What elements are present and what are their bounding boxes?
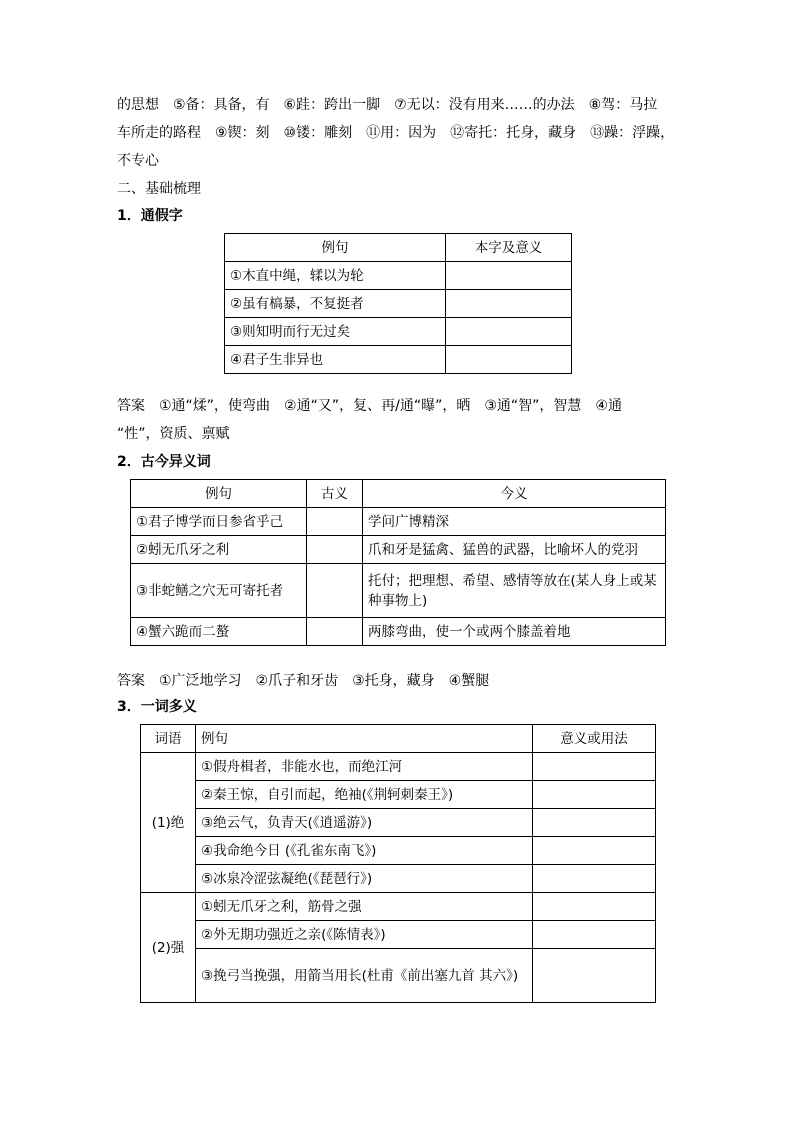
example-cell: ③非蛇鳝之穴无可寄托者 — [131, 564, 307, 618]
modern-cell: 托付；把理想、希望、感情等放在(某人身上或某种事物上) — [363, 564, 666, 618]
answer-1-line-1: 答案 ①通“煣”，使弯曲 ②通“又”，复、再/通“曝”，晒 ③通“智”，智慧 ④通 — [117, 398, 622, 414]
example-cell: ②秦王惊，自引而起，绝袖(《荆轲刺秦王》) — [196, 781, 533, 809]
blank-cell — [307, 508, 363, 536]
example-cell: ③绝云气，负青天(《逍遥游》) — [196, 809, 533, 837]
blank-cell — [533, 837, 656, 865]
header-usage: 意义或用法 — [533, 725, 656, 753]
example-cell: ③则知明而行无过矣 — [225, 318, 446, 346]
example-cell: ①假舟楫者，非能水也，而绝江河 — [196, 753, 533, 781]
modern-cell: 爪和牙是猛禽、猛兽的武器，比喻坏人的党羽 — [363, 536, 666, 564]
blank-cell — [533, 921, 656, 949]
intro-line-1: 的思想 ⑤备：具备，有 ⑥跬：跨出一脚 ⑦无以：没有用来……的办法 ⑧驾：马拉 — [117, 97, 658, 113]
table-row — [141, 865, 656, 893]
blank-cell — [533, 865, 656, 893]
table-row — [141, 809, 656, 837]
example-cell: ④君子生非异也 — [225, 346, 446, 374]
table-header-row — [141, 725, 656, 753]
table-row — [141, 921, 656, 949]
example-cell: ②蚓无爪牙之利 — [131, 536, 307, 564]
header-example: 例句 — [225, 234, 446, 262]
header-word: 词语 — [141, 725, 196, 753]
table-row — [225, 262, 572, 290]
header-ancient: 古义 — [307, 480, 363, 508]
table-row — [141, 893, 656, 921]
example-cell: ④我命绝今日 (《孔雀东南飞》) — [196, 837, 533, 865]
table-row — [131, 618, 666, 646]
example-cell: ②虽有槁暴，不复挺者 — [225, 290, 446, 318]
modern-cell: 学问广博精深 — [363, 508, 666, 536]
blank-cell — [446, 346, 572, 374]
intro-line-3: 不专心 — [117, 153, 159, 169]
answer-1-line-2: “性”，资质、禀赋 — [117, 426, 230, 442]
blank-cell — [446, 262, 572, 290]
example-cell: ①蚓无爪牙之利，筋骨之强 — [196, 893, 533, 921]
yici-table — [140, 724, 656, 1003]
table-row — [131, 508, 666, 536]
blank-cell — [307, 618, 363, 646]
example-cell: ①君子博学而日参省乎己 — [131, 508, 307, 536]
table-row — [225, 290, 572, 318]
table-row — [225, 346, 572, 374]
blank-cell — [533, 809, 656, 837]
header-meaning: 本字及意义 — [446, 234, 572, 262]
table-header-row — [225, 234, 572, 262]
blank-cell — [446, 318, 572, 346]
table-row — [141, 781, 656, 809]
table-row — [131, 564, 666, 618]
word-cell-qiang: (2)强 — [141, 893, 196, 1003]
answer-2: 答案 ①广泛地学习 ②爪子和牙齿 ③托身，藏身 ④蟹腿 — [117, 673, 490, 689]
blank-cell — [533, 753, 656, 781]
blank-cell — [307, 564, 363, 618]
example-cell: ③挽弓当挽强，用箭当用长(杜甫《前出塞九首 其六》) — [196, 949, 533, 1003]
gujin-table — [130, 479, 666, 646]
yici-heading: 3．一词多义 — [117, 699, 197, 715]
header-example: 例句 — [196, 725, 533, 753]
table-row — [131, 536, 666, 564]
section-heading: 二、基础梳理 — [117, 181, 201, 197]
tongjiazi-heading: 1．通假字 — [117, 208, 183, 224]
gujin-heading: 2．古今异义词 — [117, 454, 211, 470]
table-row — [141, 753, 656, 781]
table-header-row — [131, 480, 666, 508]
word-cell-jue: (1)绝 — [141, 753, 196, 893]
blank-cell — [307, 536, 363, 564]
modern-cell: 两膝弯曲，使一个或两个膝盖着地 — [363, 618, 666, 646]
blank-cell — [533, 949, 656, 1003]
blank-cell — [533, 893, 656, 921]
tongjiazi-table — [224, 233, 572, 374]
example-cell: ①木直中绳，𫐓以为轮 — [225, 262, 446, 290]
table-row — [141, 949, 656, 1003]
example-cell: ⑤冰泉冷涩弦凝绝(《琵琶行》) — [196, 865, 533, 893]
table-row — [141, 837, 656, 865]
example-cell: ④蟹六跪而二螯 — [131, 618, 307, 646]
header-example: 例句 — [131, 480, 307, 508]
blank-cell — [533, 781, 656, 809]
intro-line-2: 车所走的路程 ⑨锲：刻 ⑩镂：雕刻 ⑪用：因为 ⑫寄托：托身，藏身 ⑬躁：浮躁， — [117, 125, 675, 141]
header-modern: 今义 — [363, 480, 666, 508]
table-row — [225, 318, 572, 346]
blank-cell — [446, 290, 572, 318]
example-cell: ②外无期功强近之亲(《陈情表》) — [196, 921, 533, 949]
